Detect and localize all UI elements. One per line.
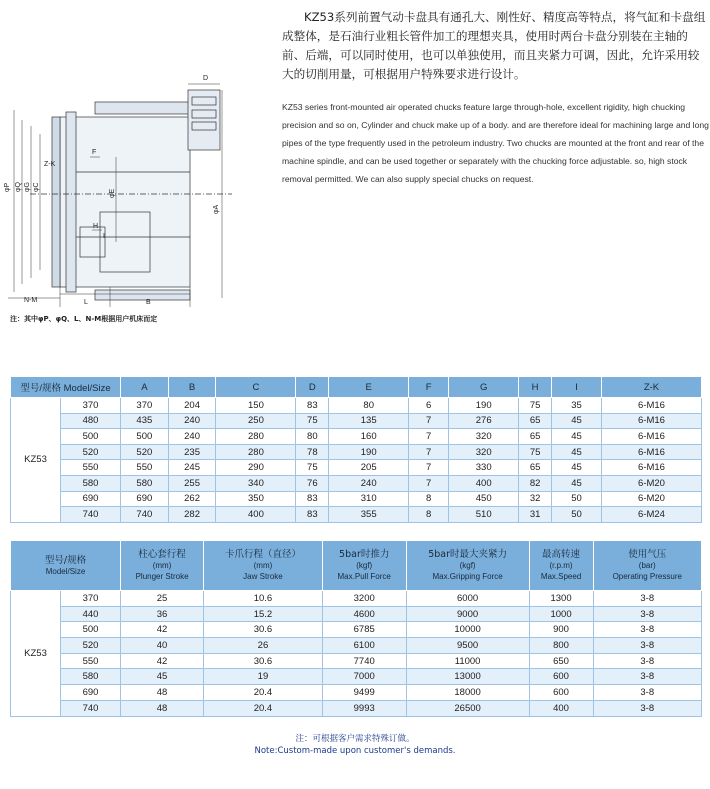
- table-row: [11, 413, 702, 429]
- value-cell: 9500: [406, 638, 529, 654]
- size-cell: 500: [61, 429, 121, 445]
- model-cell: KZ53: [11, 398, 61, 523]
- value-cell: 320: [449, 444, 519, 460]
- value-cell: 7: [409, 460, 449, 476]
- performance-table: [10, 540, 702, 717]
- value-cell: 83: [296, 491, 329, 507]
- value-cell: 280: [216, 444, 296, 460]
- size-cell: 520: [61, 638, 121, 654]
- value-cell: 135: [329, 413, 409, 429]
- label-Q: φQ: [15, 182, 22, 192]
- value-cell: 48: [121, 700, 204, 716]
- header-C: C: [216, 377, 296, 398]
- dimensions-table-body: [11, 398, 702, 523]
- value-cell: 20.4: [204, 685, 323, 701]
- value-cell: 32: [519, 491, 552, 507]
- value-cell: 6-M16: [602, 398, 702, 414]
- label-P: φP: [4, 182, 11, 192]
- value-cell: 330: [449, 460, 519, 476]
- value-cell: 3200: [322, 591, 406, 607]
- value-cell: 250: [216, 413, 296, 429]
- label-Z-K: Z-K: [44, 161, 56, 168]
- value-cell: 80: [329, 398, 409, 414]
- value-cell: 75: [296, 413, 329, 429]
- header-F: F: [409, 377, 449, 398]
- value-cell: 6000: [406, 591, 529, 607]
- value-cell: 400: [529, 700, 593, 716]
- value-cell: 6-M16: [602, 413, 702, 429]
- size-cell: 690: [61, 685, 121, 701]
- value-cell: 75: [296, 460, 329, 476]
- header-en: Max.Gripping Force: [432, 572, 503, 581]
- chuck-drawing: [0, 62, 240, 330]
- table-row: [11, 491, 702, 507]
- header-B: B: [168, 377, 216, 398]
- value-cell: 600: [529, 685, 593, 701]
- table-row: [11, 460, 702, 476]
- size-cell: 690: [61, 491, 121, 507]
- value-cell: 4600: [322, 606, 406, 622]
- value-cell: 25: [121, 591, 204, 607]
- value-cell: 350: [216, 491, 296, 507]
- value-cell: 245: [168, 460, 216, 476]
- value-cell: 204: [168, 398, 216, 414]
- value-cell: 6-M20: [602, 491, 702, 507]
- label-H: H: [93, 223, 99, 230]
- value-cell: 10000: [406, 622, 529, 638]
- label-B: B: [146, 299, 151, 306]
- value-cell: 500: [121, 429, 169, 445]
- header-operating-pressure: [593, 541, 702, 591]
- model-size-header-2: [11, 541, 121, 591]
- value-cell: 1300: [529, 591, 593, 607]
- value-cell: 8: [409, 507, 449, 523]
- value-cell: 36: [121, 606, 204, 622]
- table-row: [11, 606, 702, 622]
- value-cell: 3-8: [593, 653, 702, 669]
- header-cn: 5bar时推力: [339, 549, 390, 560]
- intro-chinese: KZ53系列前置气动卡盘具有通孔大、刚性好、精度高等特点，将气缸和卡盘组成整体，是石油行业粗长管件加工的理想夹具，使用时两台卡盘分别装在主轴的前、后端，可以同时使用，也可以单独使用，而且夹紧力可调，因此，允许采用较大的切削用量，可根据用户特殊要求进行设计。: [282, 10, 706, 81]
- value-cell: 7000: [322, 669, 406, 685]
- value-cell: 9499: [322, 685, 406, 701]
- header-Z-K: Z-K: [602, 377, 702, 398]
- value-cell: 7740: [322, 653, 406, 669]
- header-en: Max.Pull Force: [337, 572, 391, 581]
- value-cell: 282: [168, 507, 216, 523]
- value-cell: 45: [121, 669, 204, 685]
- value-cell: 7: [409, 413, 449, 429]
- size-cell: 480: [61, 413, 121, 429]
- value-cell: 8: [409, 491, 449, 507]
- value-cell: 205: [329, 460, 409, 476]
- value-cell: 65: [519, 460, 552, 476]
- value-cell: 6-M16: [602, 460, 702, 476]
- value-cell: 435: [121, 413, 169, 429]
- value-cell: 600: [529, 669, 593, 685]
- value-cell: 7: [409, 475, 449, 491]
- value-cell: 19: [204, 669, 323, 685]
- value-cell: 6-M20: [602, 475, 702, 491]
- value-cell: 3-8: [593, 606, 702, 622]
- table-row: [11, 444, 702, 460]
- size-cell: 440: [61, 606, 121, 622]
- header-unit: (bar): [638, 561, 656, 570]
- value-cell: 11000: [406, 653, 529, 669]
- label-A: φA: [213, 204, 220, 214]
- value-cell: 310: [329, 491, 409, 507]
- value-cell: 3-8: [593, 591, 702, 607]
- value-cell: 9993: [322, 700, 406, 716]
- value-cell: 50: [552, 491, 602, 507]
- value-cell: 26500: [406, 700, 529, 716]
- header-cn: 使用气压: [628, 549, 667, 560]
- label-D: D: [203, 75, 209, 82]
- table-row: [11, 700, 702, 716]
- value-cell: 31: [519, 507, 552, 523]
- table-row: [11, 638, 702, 654]
- table-row: [11, 653, 702, 669]
- value-cell: 75: [519, 398, 552, 414]
- value-cell: 76: [296, 475, 329, 491]
- intro-english: KZ53 series front-mounted air operated chucks feature large through-hole, excellent rigidity, high chucking precision and so on, Cylinder and chuck make up of a body. and are therefore ideal for machining large and long pipes of the type frequently used in the petroleum industry. Two chucks are mounted at the front and rear of the machine spindle, and can be used together or separately with the chucking force adjustable. so, high stock removal permitted. We can also supply special chucks on request.: [282, 102, 709, 184]
- value-cell: 3-8: [593, 700, 702, 716]
- header-pull-force: [322, 541, 406, 591]
- value-cell: 75: [519, 444, 552, 460]
- value-cell: 276: [449, 413, 519, 429]
- model-size-header: 型号/规格 Model/Size: [11, 377, 121, 398]
- table-row: [11, 398, 702, 414]
- header-unit: (mm): [253, 561, 273, 570]
- value-cell: 150: [216, 398, 296, 414]
- value-cell: 83: [296, 398, 329, 414]
- table-row: [11, 429, 702, 445]
- value-cell: 450: [449, 491, 519, 507]
- header-G: G: [449, 377, 519, 398]
- value-cell: 580: [121, 475, 169, 491]
- value-cell: 50: [552, 507, 602, 523]
- label-F: F: [92, 149, 97, 156]
- header-plunger-stroke: [121, 541, 204, 591]
- header-max-speed: [529, 541, 593, 591]
- value-cell: 83: [296, 507, 329, 523]
- value-cell: 20.4: [204, 700, 323, 716]
- value-cell: 190: [449, 398, 519, 414]
- size-cell: 520: [61, 444, 121, 460]
- value-cell: 400: [449, 475, 519, 491]
- value-cell: 235: [168, 444, 216, 460]
- value-cell: 190: [329, 444, 409, 460]
- value-cell: 45: [552, 413, 602, 429]
- value-cell: 520: [121, 444, 169, 460]
- size-cell: 550: [61, 653, 121, 669]
- size-cell: 370: [61, 398, 121, 414]
- size-cell: 580: [61, 669, 121, 685]
- value-cell: 3-8: [593, 638, 702, 654]
- label-I: I: [103, 233, 105, 240]
- header-en: Plunger Stroke: [135, 572, 189, 581]
- header-H: H: [519, 377, 552, 398]
- footer-note-cn: 注：可根据客户需求特殊订做。: [295, 734, 415, 744]
- table-row: [11, 507, 702, 523]
- size-cell: 580: [61, 475, 121, 491]
- size-cell: 370: [61, 591, 121, 607]
- value-cell: 650: [529, 653, 593, 669]
- value-cell: 45: [552, 460, 602, 476]
- value-cell: 82: [519, 475, 552, 491]
- label-C: φC: [33, 182, 40, 192]
- header-cn: 卡爪行程（直径）: [224, 549, 301, 560]
- table-row: [11, 475, 702, 491]
- chuck-cross-section-diagram: [0, 62, 240, 330]
- value-cell: 6-M24: [602, 507, 702, 523]
- label-N-M: N-M: [24, 297, 38, 304]
- value-cell: 15.2: [204, 606, 323, 622]
- value-cell: 18000: [406, 685, 529, 701]
- table-row: [11, 669, 702, 685]
- value-cell: 6785: [322, 622, 406, 638]
- value-cell: 6100: [322, 638, 406, 654]
- value-cell: 3-8: [593, 622, 702, 638]
- value-cell: 6: [409, 398, 449, 414]
- value-cell: 510: [449, 507, 519, 523]
- drawing-note: 注：其中φP、φQ、L、N-M根据用户机床而定: [10, 315, 158, 323]
- value-cell: 240: [168, 429, 216, 445]
- dimensions-header-row: [11, 377, 702, 398]
- value-cell: 1000: [529, 606, 593, 622]
- value-cell: 10.6: [204, 591, 323, 607]
- value-cell: 7: [409, 429, 449, 445]
- size-cell: 740: [61, 700, 121, 716]
- value-cell: 290: [216, 460, 296, 476]
- value-cell: 78: [296, 444, 329, 460]
- value-cell: 42: [121, 622, 204, 638]
- value-cell: 3-8: [593, 669, 702, 685]
- header-unit: (kgf): [459, 561, 476, 570]
- value-cell: 400: [216, 507, 296, 523]
- table-row: [11, 622, 702, 638]
- header-en: Jaw Stroke: [243, 572, 283, 581]
- value-cell: 35: [552, 398, 602, 414]
- header-unit: (r.p.m): [549, 561, 573, 570]
- value-cell: 160: [329, 429, 409, 445]
- value-cell: 13000: [406, 669, 529, 685]
- value-cell: 65: [519, 429, 552, 445]
- header-cn: 最高转速: [542, 549, 581, 560]
- header-unit: (mm): [152, 561, 172, 570]
- value-cell: 48: [121, 685, 204, 701]
- value-cell: 800: [529, 638, 593, 654]
- value-cell: 255: [168, 475, 216, 491]
- performance-table-body: [11, 591, 702, 717]
- size-cell: 500: [61, 622, 121, 638]
- value-cell: 690: [121, 491, 169, 507]
- model-cell: KZ53: [11, 591, 61, 717]
- value-cell: 65: [519, 413, 552, 429]
- value-cell: 340: [216, 475, 296, 491]
- model-size-header-en: Model/Size: [45, 566, 86, 576]
- value-cell: 45: [552, 429, 602, 445]
- value-cell: 3-8: [593, 685, 702, 701]
- value-cell: 6-M16: [602, 444, 702, 460]
- value-cell: 262: [168, 491, 216, 507]
- value-cell: 30.6: [204, 622, 323, 638]
- value-cell: 240: [329, 475, 409, 491]
- footer-note-en: Note:Custom-made upon customer's demands.: [254, 746, 456, 756]
- value-cell: 6-M16: [602, 429, 702, 445]
- label-E: φE: [109, 188, 116, 198]
- header-jaw-stroke: [204, 541, 323, 591]
- dimensions-table: [10, 376, 702, 523]
- header-gripping-force: [406, 541, 529, 591]
- size-cell: 740: [61, 507, 121, 523]
- value-cell: 80: [296, 429, 329, 445]
- table-row: [11, 685, 702, 701]
- header-cn: 5bar时最大夹紧力: [428, 549, 507, 560]
- value-cell: 45: [552, 475, 602, 491]
- value-cell: 7: [409, 444, 449, 460]
- header-A: A: [121, 377, 169, 398]
- value-cell: 45: [552, 444, 602, 460]
- value-cell: 42: [121, 653, 204, 669]
- label-L: L: [84, 299, 88, 306]
- value-cell: 9000: [406, 606, 529, 622]
- value-cell: 740: [121, 507, 169, 523]
- value-cell: 900: [529, 622, 593, 638]
- header-unit: (kgf): [356, 561, 373, 570]
- value-cell: 26: [204, 638, 323, 654]
- header-D: D: [296, 377, 329, 398]
- value-cell: 550: [121, 460, 169, 476]
- header-en: Max.Speed: [540, 572, 582, 581]
- value-cell: 355: [329, 507, 409, 523]
- value-cell: 240: [168, 413, 216, 429]
- size-cell: 550: [61, 460, 121, 476]
- header-en: Operating Pressure: [612, 572, 682, 581]
- header-I: I: [552, 377, 602, 398]
- value-cell: 280: [216, 429, 296, 445]
- model-size-header-cn: 型号/规格: [44, 554, 87, 566]
- header-E: E: [329, 377, 409, 398]
- header-cn: 柱心套行程: [138, 549, 186, 560]
- performance-header-row: [11, 541, 702, 591]
- value-cell: 320: [449, 429, 519, 445]
- value-cell: 40: [121, 638, 204, 654]
- table-row: [11, 591, 702, 607]
- value-cell: 370: [121, 398, 169, 414]
- label-G: φG: [24, 182, 31, 192]
- value-cell: 30.6: [204, 653, 323, 669]
